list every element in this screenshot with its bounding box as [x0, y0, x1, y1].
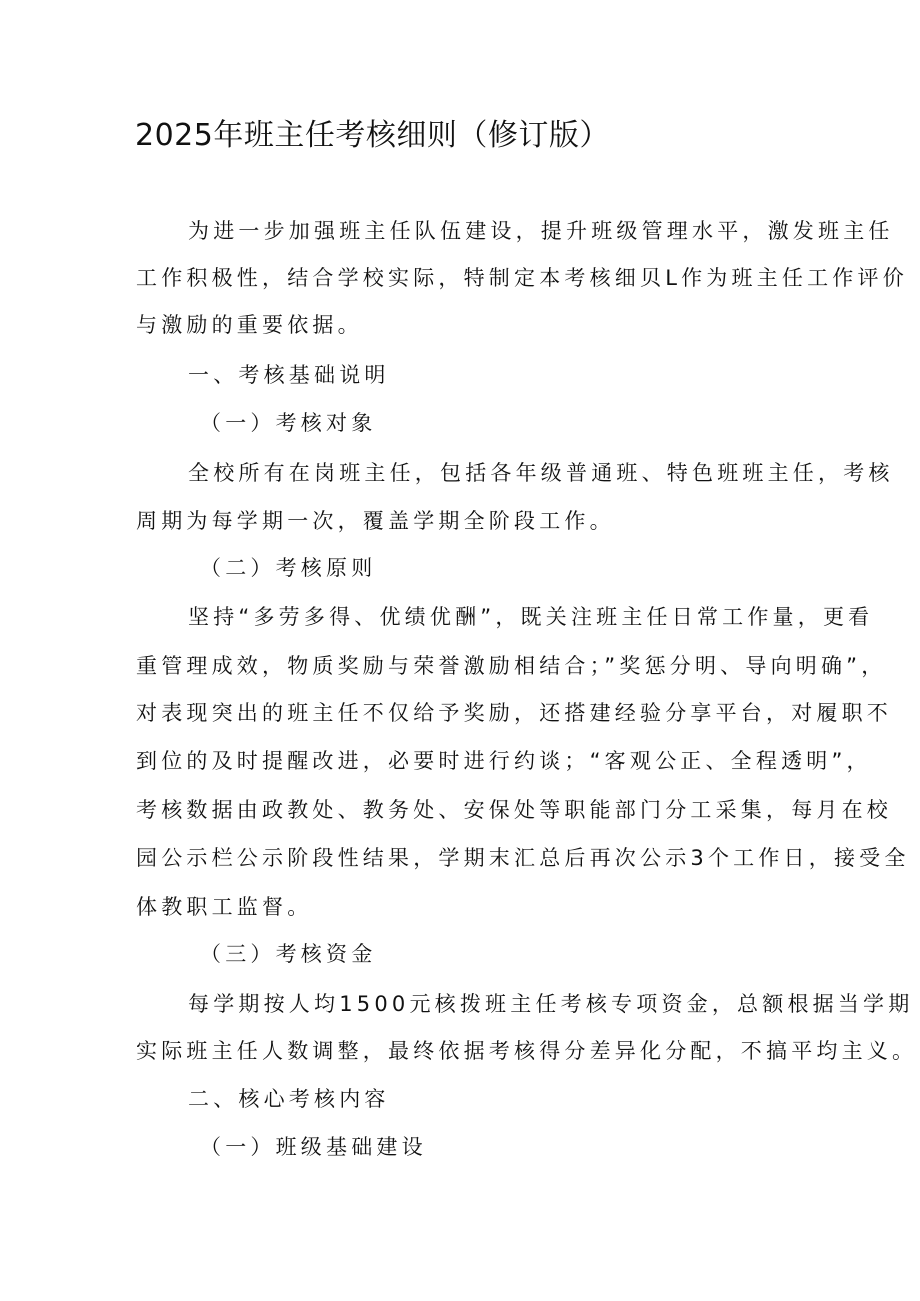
- paragraph-line: 对表现突出的班主任不仅给予奖励，还搭建经验分享平台，对履职不: [136, 701, 892, 725]
- paragraph-line: 到位的及时提醒改进，必要时进行约谈；“客观公正、全程透明”，: [136, 749, 872, 773]
- paragraph-line: 重管理成效，物质奖励与荣誉激励相结合；”奖惩分明、导向明确”，: [136, 654, 887, 678]
- paragraph-line: 体教职工监督。: [136, 895, 313, 919]
- paragraph-line: 全校所有在岗班主任，包括各年级普通班、特色班班主任，考核: [188, 461, 894, 485]
- paragraph-line: 考核数据由政教处、教务处、安保处等职能部门分工采集，每月在校: [136, 798, 892, 822]
- subsection-heading: （一）考核对象: [200, 411, 377, 435]
- subsection-heading: （二）考核原则: [200, 556, 377, 580]
- section-heading: 二、核心考核内容: [188, 1087, 390, 1111]
- paragraph-line: 为进一步加强班主任队伍建设，提升班级管理水平，激发班主任: [188, 219, 894, 243]
- document-title: 2025年班主任考核细则（修订版）: [135, 118, 610, 153]
- paragraph-line: 周期为每学期一次，覆盖学期全阶段工作。: [136, 509, 615, 533]
- subsection-heading: （一）班级基础建设: [200, 1135, 427, 1159]
- paragraph-line: 实际班主任人数调整，最终依据考核得分差异化分配，不搞平均主义。: [136, 1039, 918, 1063]
- paragraph-line: 工作积极性，结合学校实际，特制定本考核细贝L作为班主任工作评价: [136, 266, 908, 290]
- section-heading: 一、考核基础说明: [188, 363, 390, 387]
- paragraph-line: 与激励的重要依据。: [136, 313, 363, 337]
- subsection-heading: （三）考核资金: [200, 942, 377, 966]
- paragraph-line: 坚持“多劳多得、优绩优酬”，既关注班主任日常工作量，更看: [188, 605, 874, 629]
- paragraph-line: 园公示栏公示阶段性结果，学期末汇总后再次公示3个工作日，接受全: [136, 846, 910, 870]
- paragraph-line: 每学期按人均1500元核拨班主任考核专项资金，总额根据当学期: [188, 992, 914, 1016]
